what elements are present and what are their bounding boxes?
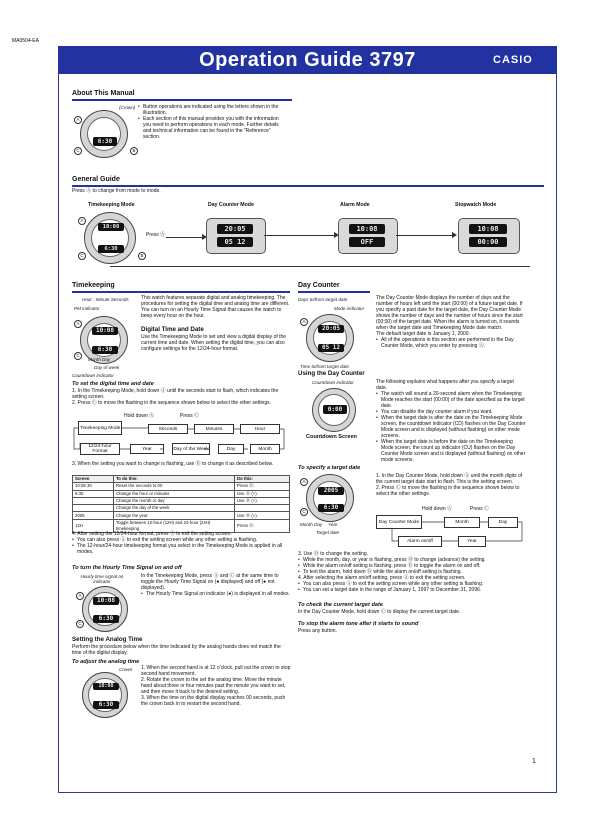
about-bullets xyxy=(138,104,286,140)
label-time-to-target: Time to/from target date xyxy=(300,364,349,369)
bullet: • All of the operations in this section are performed in the Day Counter Mode, which you enter by pressing Ⓐ. xyxy=(376,337,526,349)
seq-hold-label: Hold down Ⓐ xyxy=(124,413,155,419)
analog-heading: Setting the Analog Time xyxy=(72,636,143,643)
after-bullets xyxy=(72,537,290,555)
seq-box-month: Month xyxy=(250,444,280,454)
lcd-top: 10:08 xyxy=(93,683,119,690)
bullet: • You can also press Ⓐ to exit the setting screen while any other setting is flashing. xyxy=(298,581,530,587)
table-cell: Use Ⓑ (+). xyxy=(235,497,290,504)
lcd-bottom: 6:30 xyxy=(93,615,119,623)
seq-press-label: Press Ⓒ xyxy=(180,413,200,419)
lcd-bottom: 6:30 xyxy=(318,504,344,512)
dc-seq-hold-label: Hold down Ⓐ xyxy=(422,506,453,512)
table-row xyxy=(73,512,290,519)
button-c-label: C xyxy=(74,352,82,360)
dc-seq-box-alarm: Alarm on/off xyxy=(398,536,442,547)
dc-after xyxy=(298,551,530,593)
specify-heading: To specify a target date xyxy=(298,465,361,471)
mode-label-alarm: Alarm Mode xyxy=(340,202,370,208)
watch-stopwatch xyxy=(458,218,520,254)
daycounter-body: The Day Counter Mode displays the number of days and the number of hours left until the start (00:00) of a future target date. If you specify a past date for the target date, the Day Counter Mode shows the number of days and the number of hours since the start (00:00) of the target date. When the alarm is turned on, it sounds when the target date and Timekeeping Mode date match. xyxy=(376,295,523,331)
watch-timekeeping xyxy=(84,212,136,264)
bullet: • When the target date is before the date on the Timekeeping Mode screen, the count up indicator (CU) flashes on the Day Counter Mode screen and is displayed (without flashing) on other mode screens. xyxy=(376,439,526,463)
table-header-row xyxy=(73,476,290,483)
about-heading: About This Manual xyxy=(72,90,135,97)
table-row xyxy=(73,490,290,497)
return-arrow-line xyxy=(110,266,530,267)
button-b-label: B xyxy=(138,252,146,260)
hourly-heading: To turn the Hourly Time Signal on and off xyxy=(72,565,182,571)
table-header: Screen xyxy=(73,476,114,483)
hourly-watch xyxy=(82,586,128,632)
lcd-top: 10:08 xyxy=(93,597,119,605)
bullet: • The Hourly Time Signal on indicator (●) is displayed in all modes. xyxy=(141,591,291,597)
page-number: 1 xyxy=(532,758,536,765)
table-row xyxy=(73,505,290,512)
seq-box-seconds: Seconds xyxy=(148,424,188,434)
seq-arrows xyxy=(70,416,292,460)
lcd-bottom: 00:00 xyxy=(469,237,507,247)
step: 2. Press Ⓒ to move the flashing in the sequence shown below to select the other settings. xyxy=(376,485,520,497)
step: 3. Use Ⓑ to change the setting. xyxy=(298,551,369,557)
set-heading: To set the digital time and date xyxy=(72,381,154,387)
mode-arrow xyxy=(166,237,202,238)
lcd-top: 10:08 xyxy=(98,223,124,231)
mode-label-stopwatch: Stopwatch Mode xyxy=(455,202,497,208)
timekeeping-intro xyxy=(141,295,291,319)
lcd: 0:00 xyxy=(323,405,347,414)
general-rule xyxy=(72,185,544,187)
bullet: • While the alarm on/off setting is flashing, press Ⓑ to toggle the alarm on and off. xyxy=(298,563,530,569)
bullet: • When the target date is after the date on the Timekeeping Mode screen, the countdown indicator (CD) flashes on the Day Counter Mode screen and is displayed (without flashing) on other mode screens. xyxy=(376,415,526,439)
daycounter-heading: Day Counter xyxy=(298,282,340,289)
label-mode-indicator: Mode indicator xyxy=(334,306,365,311)
bullet: • While the month, day, or year is flashing, press Ⓑ to change (advance) the setting. xyxy=(298,557,530,563)
stop-text: Press any button. xyxy=(298,628,337,634)
adjust-steps xyxy=(141,665,291,707)
check-text: In the Day Counter Mode, hold down Ⓒ to display the current target date. xyxy=(298,609,461,615)
seq-box-year: Year xyxy=(130,444,164,454)
adjust-watch xyxy=(82,672,128,718)
lcd-bottom: 05 12 xyxy=(217,237,253,247)
table-cell: Change the month or day xyxy=(114,497,235,504)
specify-steps xyxy=(376,473,526,497)
table-cell: Change the day of the week xyxy=(114,505,235,512)
step: 1. In the Timekeeping Mode, hold down Ⓐ until the seconds start to flash, which indicates the setting screen. xyxy=(72,388,279,400)
lcd-bottom: 05 12 xyxy=(318,344,344,352)
button-a-label: A xyxy=(300,478,308,486)
about-rule xyxy=(72,99,292,101)
table-cell: 2005 xyxy=(73,512,114,519)
settings-table xyxy=(72,475,290,533)
about-bullet: • Each section of this manual provides you with the information you need to perform operations in each mode. Further details and technical information can be found in the "Reference" section. xyxy=(138,116,286,140)
dc-seq-press-label: Press Ⓒ xyxy=(470,506,490,512)
adjust-heading: To adjust the analog time xyxy=(72,659,140,665)
button-a-label: A xyxy=(76,592,84,600)
using-text xyxy=(376,379,526,463)
mode-arrow xyxy=(396,235,452,236)
daycounter-bullets xyxy=(376,337,526,349)
table-cell: 12H xyxy=(73,519,114,532)
table-row xyxy=(73,497,290,504)
lcd-top: 10:08 xyxy=(92,327,118,335)
dc-seq-box-mode: Day Counter Mode xyxy=(376,515,422,529)
using-heading: Using the Day Counter xyxy=(298,370,365,377)
lcd-bottom: 6:30 xyxy=(98,245,124,253)
table-header: Do this: xyxy=(235,476,290,483)
timekeeping-rule xyxy=(72,291,290,293)
hourly-indicator-label: Hourly time signal on indicator xyxy=(80,574,124,584)
label-countdown-indicator: Countdown indicator xyxy=(72,373,114,378)
step: 4. After setting the 12/24-hour format, press Ⓐ to exit the setting screen. xyxy=(72,531,232,537)
dc-after-bullets xyxy=(298,557,530,575)
bullet: • You can set a target date in the range of January 1, 1997 to December 31, 2096. xyxy=(298,587,530,593)
lcd-top: 10:08 xyxy=(349,224,385,234)
label-target-date: Target date xyxy=(316,530,340,535)
step: 3. When the time on the digital display reaches 00 seconds, push the crown back in to restart the second hand. xyxy=(141,695,286,707)
button-c-label: C xyxy=(300,508,308,516)
label-year: Year xyxy=(328,522,338,527)
button-a-label: A xyxy=(78,217,86,225)
table-cell xyxy=(235,505,290,512)
label-pm-indicator: PM indicator xyxy=(74,306,100,311)
countdown-screen-label: Countdown Screen xyxy=(306,434,357,440)
table-cell: Change the hour or minutes xyxy=(114,490,235,497)
dc-seq-box-year: Year xyxy=(458,536,486,547)
seq-box-hour: Hour xyxy=(240,424,280,434)
lcd-bottom: 6:30 xyxy=(93,701,119,709)
table-cell: Press Ⓑ. xyxy=(235,519,290,532)
set-steps xyxy=(72,388,290,406)
label-month-day-dc: Month Day xyxy=(300,522,323,527)
digital-heading: Digital Time and Date xyxy=(141,326,204,333)
daycounter-watch xyxy=(306,314,354,362)
table-cell: Use Ⓑ (+). xyxy=(235,512,290,519)
table-cell: 10:08 30 xyxy=(73,483,114,490)
table-cell: Use Ⓑ (+). xyxy=(235,490,290,497)
intro-text-2: You can turn on an Hourly Time Signal that causes the watch to beep every hour on the hour. xyxy=(141,307,282,319)
bullet: • You can also press Ⓐ to exit the setting screen while any other setting is flashing. xyxy=(72,537,290,543)
table-row xyxy=(73,483,290,490)
table-cell xyxy=(73,497,114,504)
seq-box-day-of-week: Day of the Week xyxy=(172,443,210,455)
seq-box-minutes: Minutes xyxy=(194,424,234,434)
mode-arrow xyxy=(264,235,334,236)
general-heading: General Guide xyxy=(72,176,120,183)
general-line: Press Ⓐ to change from mode to mode. xyxy=(72,188,161,194)
button-a-label: A xyxy=(74,116,82,124)
watch-lcd: 6:30 xyxy=(93,137,117,146)
dc-seq-box-month: Month xyxy=(444,517,480,528)
seq-box-day: Day xyxy=(218,444,244,454)
watch-dial xyxy=(87,117,122,152)
hourly-text xyxy=(141,573,291,597)
label-days-to-target: Days to/from target date xyxy=(298,297,348,302)
button-a-label: A xyxy=(300,318,308,326)
page-title: Operation Guide 3797 xyxy=(199,49,416,71)
daycounter-text xyxy=(376,295,526,349)
countdown-indicator-label: Countdown indicator xyxy=(312,380,354,385)
label-month-day: Month Day xyxy=(88,357,111,362)
lcd-top: 10:08 xyxy=(469,224,507,234)
crown-label: Crown xyxy=(119,667,133,672)
dc-seq-box-day: Day xyxy=(488,517,518,528)
about-bullet: • Button operations are indicated using the letters shown in the illustration. xyxy=(138,104,286,116)
about-watch-illustration xyxy=(80,110,128,158)
bullet: • To test the alarm, hold down Ⓑ while the alarm on/off setting is flashing. xyxy=(298,569,530,575)
mode-label-daycounter: Day Counter Mode xyxy=(208,202,254,208)
seq-box-format: 12/24-hour Format xyxy=(80,443,120,455)
step: 1. When the second hand is at 12 o'clock, pull out the crown to stop second hand movement. xyxy=(141,665,291,677)
digital-text: Use the Timekeeping Mode to set and view a digital display of the current time and date. When setting the digital time, you can also configure settings for the 12/24-hour format. xyxy=(141,334,287,352)
countdown-watch xyxy=(312,388,356,432)
table-cell xyxy=(73,505,114,512)
document-code: MA0504-EA xyxy=(12,38,39,44)
hourly-bullets xyxy=(141,591,291,597)
button-c-label: C xyxy=(78,252,86,260)
step: 4. After selecting the alarm on/off setting, press Ⓐ to exit the setting screen. xyxy=(298,575,466,581)
button-a-label: A xyxy=(74,320,82,328)
watch-daycounter xyxy=(206,218,266,254)
step: 1. In the Day Counter Mode, hold down Ⓐ until the month digits of the current target date start to flash. This is the setting screen. xyxy=(376,473,523,485)
label-day-of-week: Day of week xyxy=(94,365,120,370)
using-bullets xyxy=(376,391,526,463)
lcd-top: 20:05 xyxy=(318,325,344,333)
bullet: • The watch will sound a 20-second alarm when the Timekeeping Mode reaches the start (00:00) of the date specified as the target date. xyxy=(376,391,526,409)
crown-label: (Crown) xyxy=(119,105,136,110)
arrow-head-icon xyxy=(452,232,457,238)
lcd-top: 20:05 xyxy=(217,224,253,234)
table-header: To do this: xyxy=(114,476,235,483)
stop-heading: To stop the alarm tone after it starts to sound xyxy=(298,621,419,627)
step-3: 3. When the setting you want to change is flashing, use Ⓑ to change it as described below. xyxy=(72,461,274,467)
lcd-bottom: OFF xyxy=(349,237,385,247)
seq-box-timekeeping-mode: Timekeeping Mode xyxy=(78,421,122,435)
daycounter-rule xyxy=(298,291,370,293)
button-b-label: B xyxy=(130,147,138,155)
daycounter-default: The default target date is January 1, 2000. xyxy=(376,331,470,337)
step: 2. Press Ⓒ to move the flashing in the sequence shown below to select the other settings. xyxy=(72,400,272,406)
watch-alarm xyxy=(338,218,398,254)
label-hour-minute-seconds: Hour : Minute Seconds xyxy=(82,297,129,302)
timekeeping-after xyxy=(72,531,290,555)
table-cell: Press Ⓑ. xyxy=(235,483,290,490)
table-cell: Change the year xyxy=(114,512,235,519)
brand-logo: CASIO xyxy=(493,54,533,66)
bullet: • The 12-hour/24-hour timekeeping format you select in the Timekeeping Mode is applied in all modes. xyxy=(72,543,290,555)
lcd-top: 2005 xyxy=(318,487,344,495)
check-heading: To check the current target date xyxy=(298,602,383,608)
table-cell: Toggle between 12-hour (12H) and 24-hour (24H) timekeeping xyxy=(114,519,235,532)
table-cell: 6:30 xyxy=(73,490,114,497)
mode-label-timekeeping: Timekeeping Mode xyxy=(88,202,135,208)
using-intro: The following explains what happens after you specify a target date. xyxy=(376,379,514,391)
step: 2. Rotate the crown to the set the analog time. Move the minute hand about three or four minutes past the minute you want to set, and then move it back to the desired setting. xyxy=(141,677,286,695)
intro-text: This watch features separate digital and analog timekeeping. The procedures for setting the digital time and analog time are different. xyxy=(141,295,290,307)
bullet: • You can disable the day counter alarm if you want. xyxy=(376,409,526,415)
hourly-body: In the Timekeeping Mode, press Ⓐ and Ⓒ at the same time to toggle the Hourly Time Signal on (● displayed) and off (● not displayed). xyxy=(141,573,279,591)
analog-text: Perform the procedure below when the time indicated by the analog hands does not match the time of the digital display. xyxy=(72,644,281,656)
lcd-bottom: 6:30 xyxy=(92,346,118,354)
press-a-label: Press Ⓐ xyxy=(146,232,166,238)
button-c-label: C xyxy=(76,620,84,628)
dc-after-bullets-2 xyxy=(298,581,530,593)
button-c-label: C xyxy=(74,147,82,155)
dc-seq-arrows xyxy=(370,510,530,554)
timekeeping-heading: Timekeeping xyxy=(72,282,115,289)
specify-watch xyxy=(306,474,354,522)
table-cell: Reset the seconds to 00 xyxy=(114,483,235,490)
